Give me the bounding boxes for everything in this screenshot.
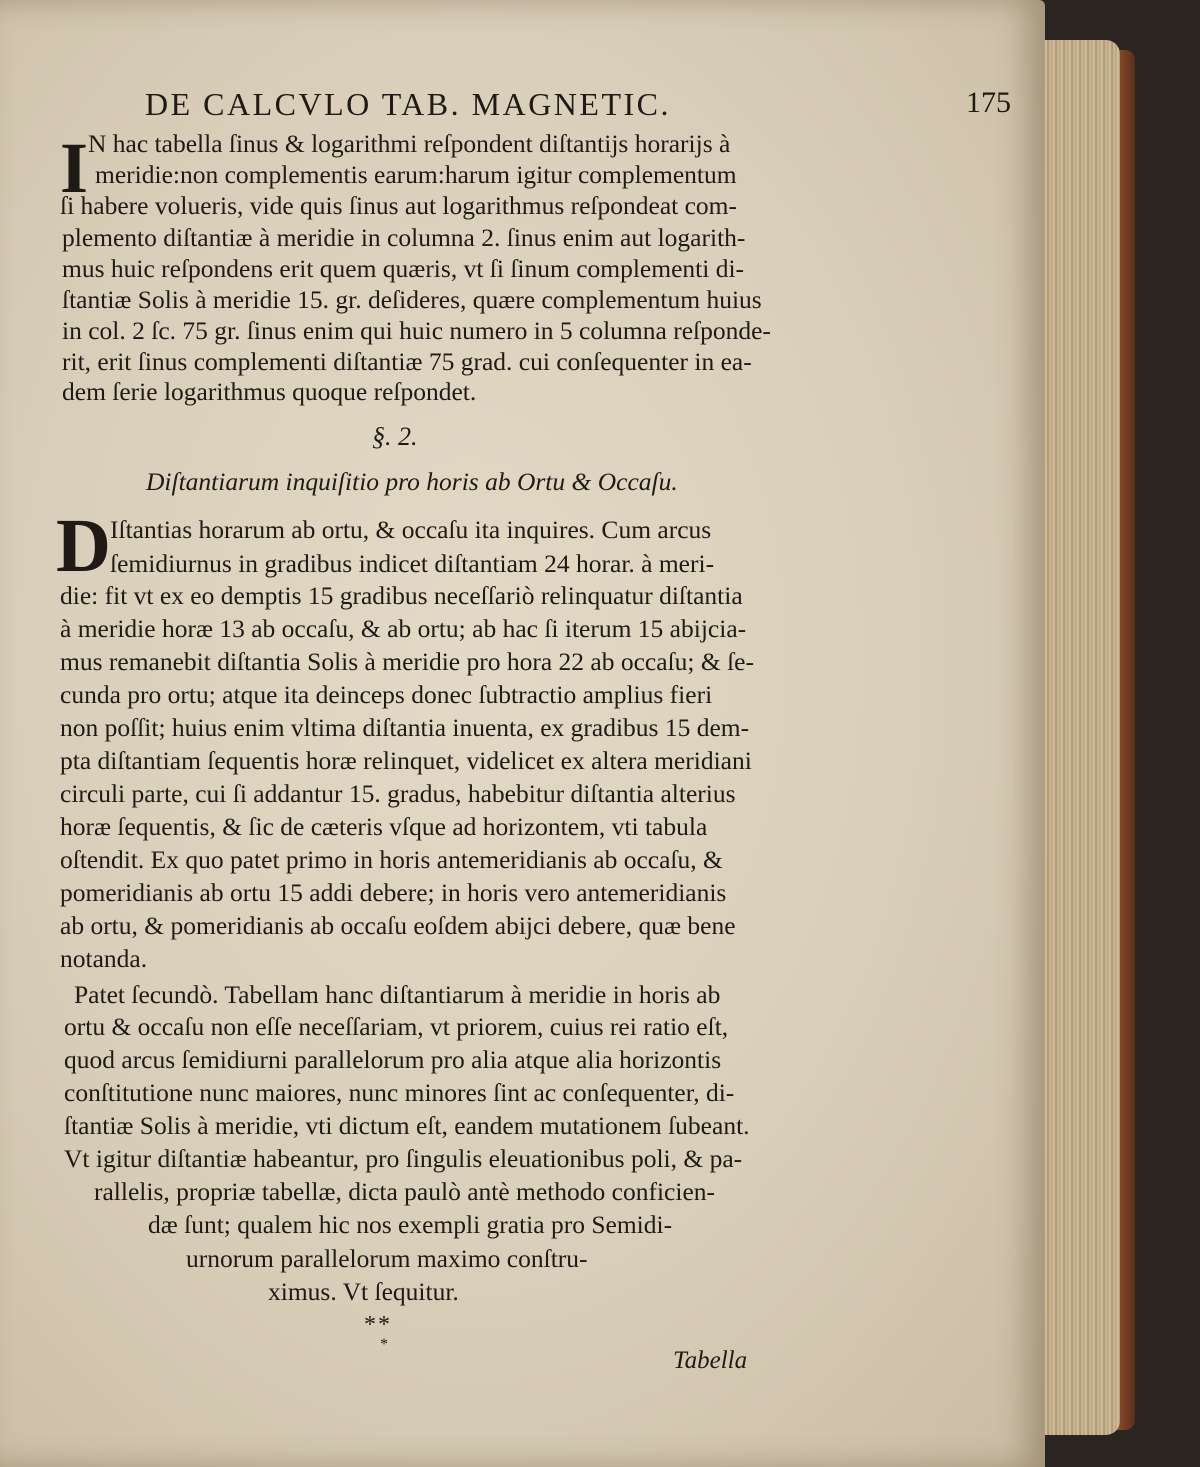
para2-line: ortu & occaſu non eſſe neceſſariam, vt priorem, cuius rei ratio eſt,: [64, 1012, 729, 1041]
para2-line: quod arcus ſemidiurni parallelorum pro alia atque alia horizontis: [64, 1045, 722, 1074]
asterism-ornament-lower: *: [380, 1336, 388, 1353]
para1-line: meridie:non complementis earum:harum igitur complementum: [95, 160, 737, 189]
para2-line: circuli parte, cui ſi addantur 15. gradus, habebitur diſtantia alterius: [60, 779, 736, 808]
para2-line: rallelis, propriæ tabellæ, dicta paulò antè methodo conficien-: [94, 1177, 716, 1206]
para2-line: dæ ſunt; qualem hic nos exempli gratia pro Semidi-: [148, 1210, 673, 1239]
para2-line: pomeridianis ab ortu 15 addi debere; in horis vero antemeridianis: [60, 878, 727, 907]
para2-line: ximus. Vt ſequitur.: [268, 1277, 459, 1306]
asterism-ornament: * *: [364, 1312, 388, 1338]
section-title: Diſtantiarum inquiſitio pro horis ab Ortu & Occaſu.: [146, 467, 678, 496]
para1-line: ſtantiæ Solis à meridie 15. gr. deſideres, quære complementum huius: [62, 285, 762, 314]
para1-line: dem ſerie logarithmus quoque reſpondet.: [62, 377, 477, 406]
para2-line: ſemidiurnus in gradibus indicet diſtantiam 24 horar. à meri-: [110, 549, 715, 578]
drop-initial-d: D: [56, 504, 111, 588]
page-number: 175: [966, 86, 1011, 119]
para2-line: horæ ſequentis, & ſic de cæteris vſque ad horizontem, vti tabula: [60, 812, 708, 841]
para2-line: oſtendit. Ex quo patet primo in horis antemeridianis ab occaſu, &: [60, 845, 723, 874]
section-mark: §. 2.: [372, 422, 418, 451]
para1-line: rit, erit ſinus complementi diſtantiæ 75 grad. cui conſequenter in ea-: [62, 347, 752, 376]
para2-line: die: fit vt ex eo demptis 15 gradibus neceſſariò relinquatur diſtantia: [60, 581, 743, 610]
para2-line: Iſtantias horarum ab ortu, & occaſu ita inquires. Cum arcus: [110, 515, 712, 544]
para2-line: conſtitutione nunc maiores, nunc minores ſint ac conſequenter, di-: [64, 1078, 735, 1107]
para2-line: notanda.: [60, 944, 148, 973]
para2-line: cunda pro ortu; atque ita deinceps donec ſubtractio amplius fieri: [60, 680, 713, 709]
para2-line: Vt igitur diſtantiæ habeantur, pro ſingulis eleuationibus poli, & pa-: [64, 1144, 743, 1173]
para1-line: plemento diſtantiæ à meridie in columna 2. ſinus enim aut logarith-: [62, 223, 746, 252]
para2-line: non poſſit; huius enim vltima diſtantia inuenta, ex gradibus 15 dem-: [60, 713, 750, 742]
para1-line: mus huic reſpondens erit quem quæris, vt ſi ſinum complementi di-: [62, 254, 745, 283]
para2-line: urnorum parallelorum maximo conſtru-: [186, 1244, 588, 1273]
para1-line: in col. 2 ſc. 75 gr. ſinus enim qui huic numero in 5 columna reſponde-: [62, 316, 771, 345]
para2-line: mus remanebit diſtantia Solis à meridie pro hora 22 ab occaſu; & ſe-: [60, 647, 754, 676]
para1-line: ſi habere volueris, vide quis ſinus aut logarithmus reſpondeat com-: [60, 191, 738, 220]
para2-line: pta diſtantiam ſequentis horæ relinquet, videlicet ex altera meridiani: [60, 746, 752, 775]
para2-line: ab ortu, & pomeridianis ab occaſu eoſdem abijci debere, quæ bene: [60, 911, 736, 940]
catchword: Tabella: [673, 1347, 748, 1374]
para2-line: Patet ſecundò. Tabellam hanc diſtantiarum à meridie in horis ab: [74, 980, 721, 1009]
drop-initial-i: I: [60, 128, 89, 208]
running-head: DE CALCVLO TAB. MAGNETIC.: [145, 86, 671, 122]
para2-line: à meridie horæ 13 ab occaſu, & ab ortu; ab hac ſi iterum 15 abijcia-: [60, 614, 747, 643]
para2-line: ſtantiæ Solis à meridie, vti dictum eſt, eandem mutationem ſubeant.: [64, 1111, 750, 1140]
para1-line: N hac tabella ſinus & logarithmi reſpondent diſtantijs horarijs à: [88, 129, 731, 158]
